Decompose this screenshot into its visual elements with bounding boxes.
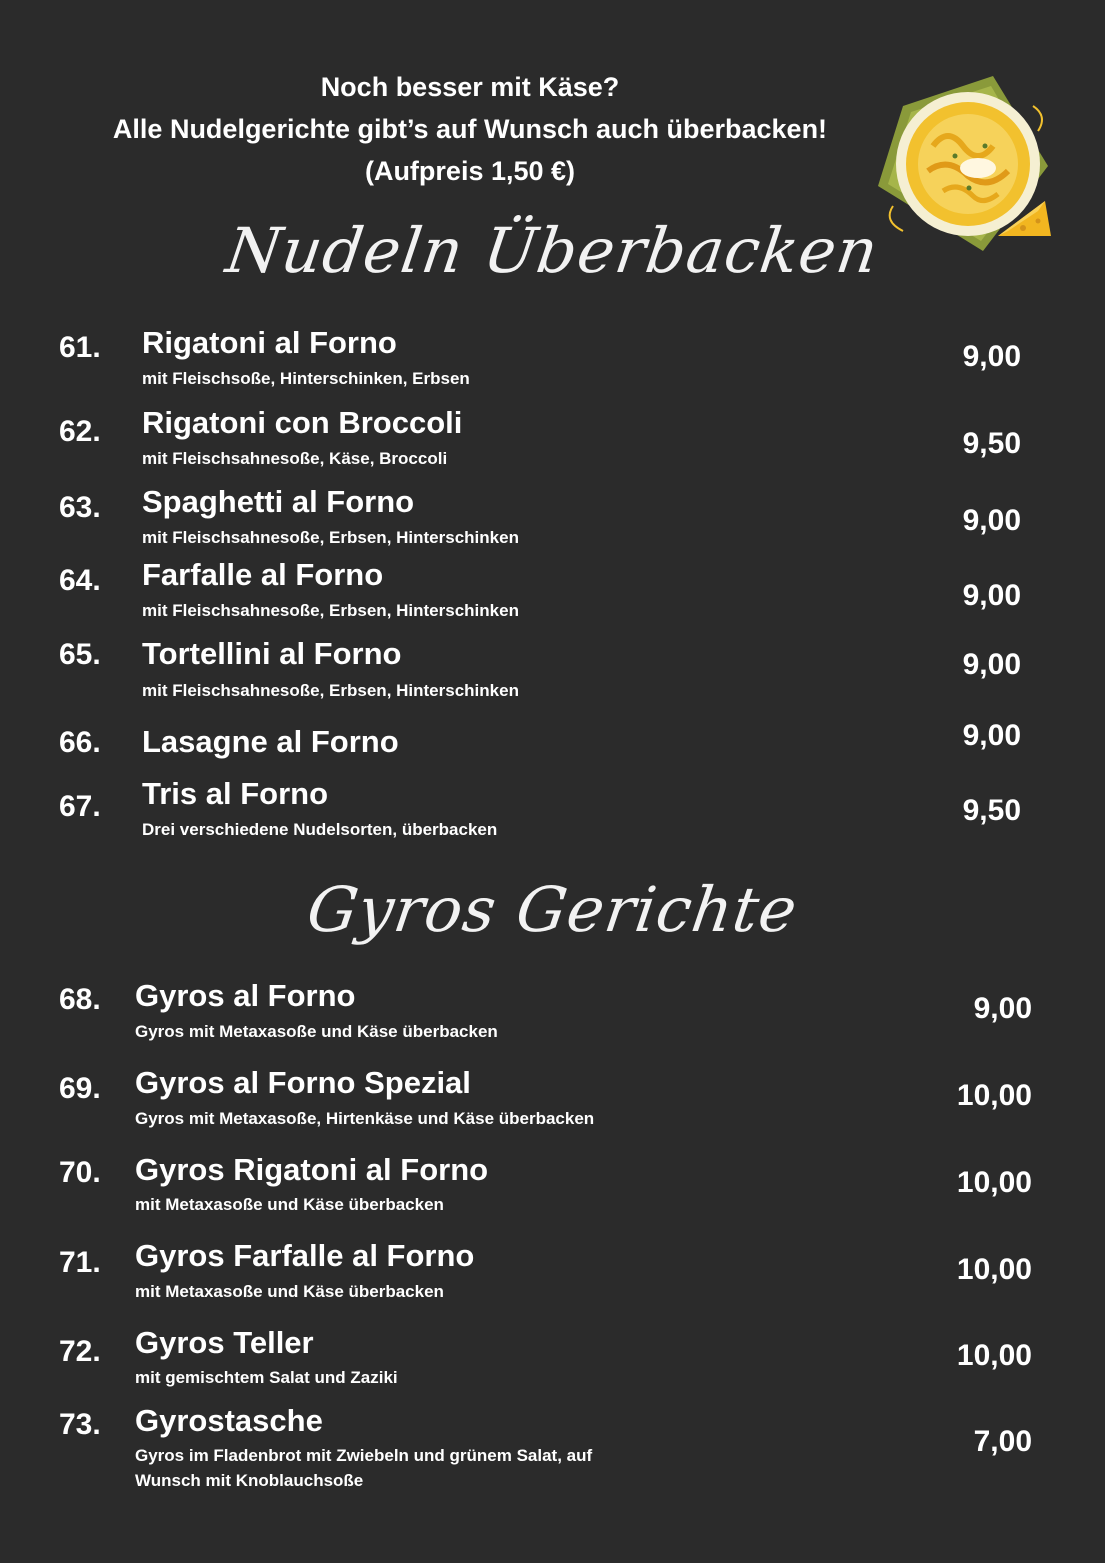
- item-name: Lasagne al Forno: [142, 724, 399, 759]
- item-name: Farfalle al Forno: [142, 557, 384, 592]
- item-number: 69.: [59, 1072, 101, 1105]
- item-description: mit Metaxasoße und Käse überbacken: [135, 1195, 444, 1214]
- item-name: Rigatoni con Broccoli: [142, 405, 463, 440]
- item-number: 73.: [59, 1408, 101, 1441]
- item-price: 10,00: [956, 1253, 1032, 1286]
- item-number: 66.: [59, 726, 101, 759]
- item-number: 61.: [59, 331, 101, 364]
- item-number: 72.: [59, 1335, 101, 1368]
- item-number: 63.: [59, 491, 101, 524]
- item-number: 71.: [59, 1246, 101, 1279]
- item-price: 7,00: [973, 1425, 1032, 1458]
- item-price: 9,00: [962, 340, 1021, 373]
- item-price: 10,00: [956, 1339, 1032, 1372]
- item-description: Drei verschiedene Nudelsorten, überbacken: [142, 820, 498, 839]
- item-price: 9,00: [962, 579, 1021, 612]
- item-description: mit Fleischsahnesoße, Erbsen, Hinterschinken: [142, 528, 519, 547]
- item-price: 10,00: [956, 1079, 1032, 1112]
- item-price: 9,50: [962, 427, 1021, 460]
- item-description: Gyros mit Metaxasoße und Käse überbacken: [135, 1022, 498, 1041]
- section-title-gyros: Gyros Gerichte: [302, 873, 803, 946]
- intro-question: Noch besser mit Käse?: [320, 72, 620, 102]
- item-name: Gyros Rigatoni al Forno: [135, 1152, 489, 1187]
- item-number: 68.: [59, 983, 101, 1016]
- cheese-intro: [60, 66, 880, 192]
- item-price: 9,00: [962, 719, 1021, 752]
- item-price: 9,00: [962, 504, 1021, 537]
- item-name: Gyros Teller: [135, 1325, 314, 1360]
- section-title-nudeln: Nudeln Überbacken: [221, 214, 884, 287]
- item-description: Gyros im Fladenbrot mit Zwiebeln und grünem Salat, auf Wunsch mit Knoblauchsoße: [135, 1446, 593, 1490]
- item-name: Spaghetti al Forno: [142, 484, 415, 519]
- item-description: mit Fleischsoße, Hinterschinken, Erbsen: [142, 369, 470, 388]
- item-number: 67.: [59, 790, 101, 823]
- item-number: 64.: [59, 564, 101, 597]
- item-description: mit Fleischsahnesoße, Erbsen, Hinterschinken: [142, 601, 519, 620]
- item-price: 9,50: [962, 794, 1021, 827]
- item-description: mit Fleischsahnesoße, Käse, Broccoli: [142, 449, 448, 468]
- item-description: mit gemischtem Salat und Zaziki: [135, 1368, 398, 1387]
- item-description: mit Metaxasoße und Käse überbacken: [135, 1282, 444, 1301]
- item-price: 9,00: [962, 648, 1021, 681]
- item-number: 65.: [59, 638, 101, 671]
- item-name: Gyros Farfalle al Forno: [135, 1238, 475, 1273]
- item-price: 9,00: [973, 992, 1032, 1025]
- item-number: 70.: [59, 1156, 101, 1189]
- item-number: 62.: [59, 415, 101, 448]
- intro-statement: Alle Nudelgerichte gibt’s auf Wunsch auch überbacken!: [112, 114, 828, 144]
- item-name: Gyros al Forno: [135, 978, 356, 1013]
- intro-surcharge: (Aufpreis 1,50 €): [364, 156, 576, 186]
- item-name: Rigatoni al Forno: [142, 325, 397, 360]
- item-description: mit Fleischsahnesoße, Erbsen, Hinterschinken: [142, 681, 519, 700]
- item-name: Gyrostasche: [135, 1403, 323, 1438]
- item-price: 10,00: [956, 1166, 1032, 1199]
- item-name: Tortellini al Forno: [142, 636, 402, 671]
- item-name: Gyros al Forno Spezial: [135, 1065, 471, 1100]
- item-description: Gyros mit Metaxasoße, Hirtenkäse und Käse überbacken: [135, 1109, 595, 1128]
- item-name: Tris al Forno: [142, 776, 329, 811]
